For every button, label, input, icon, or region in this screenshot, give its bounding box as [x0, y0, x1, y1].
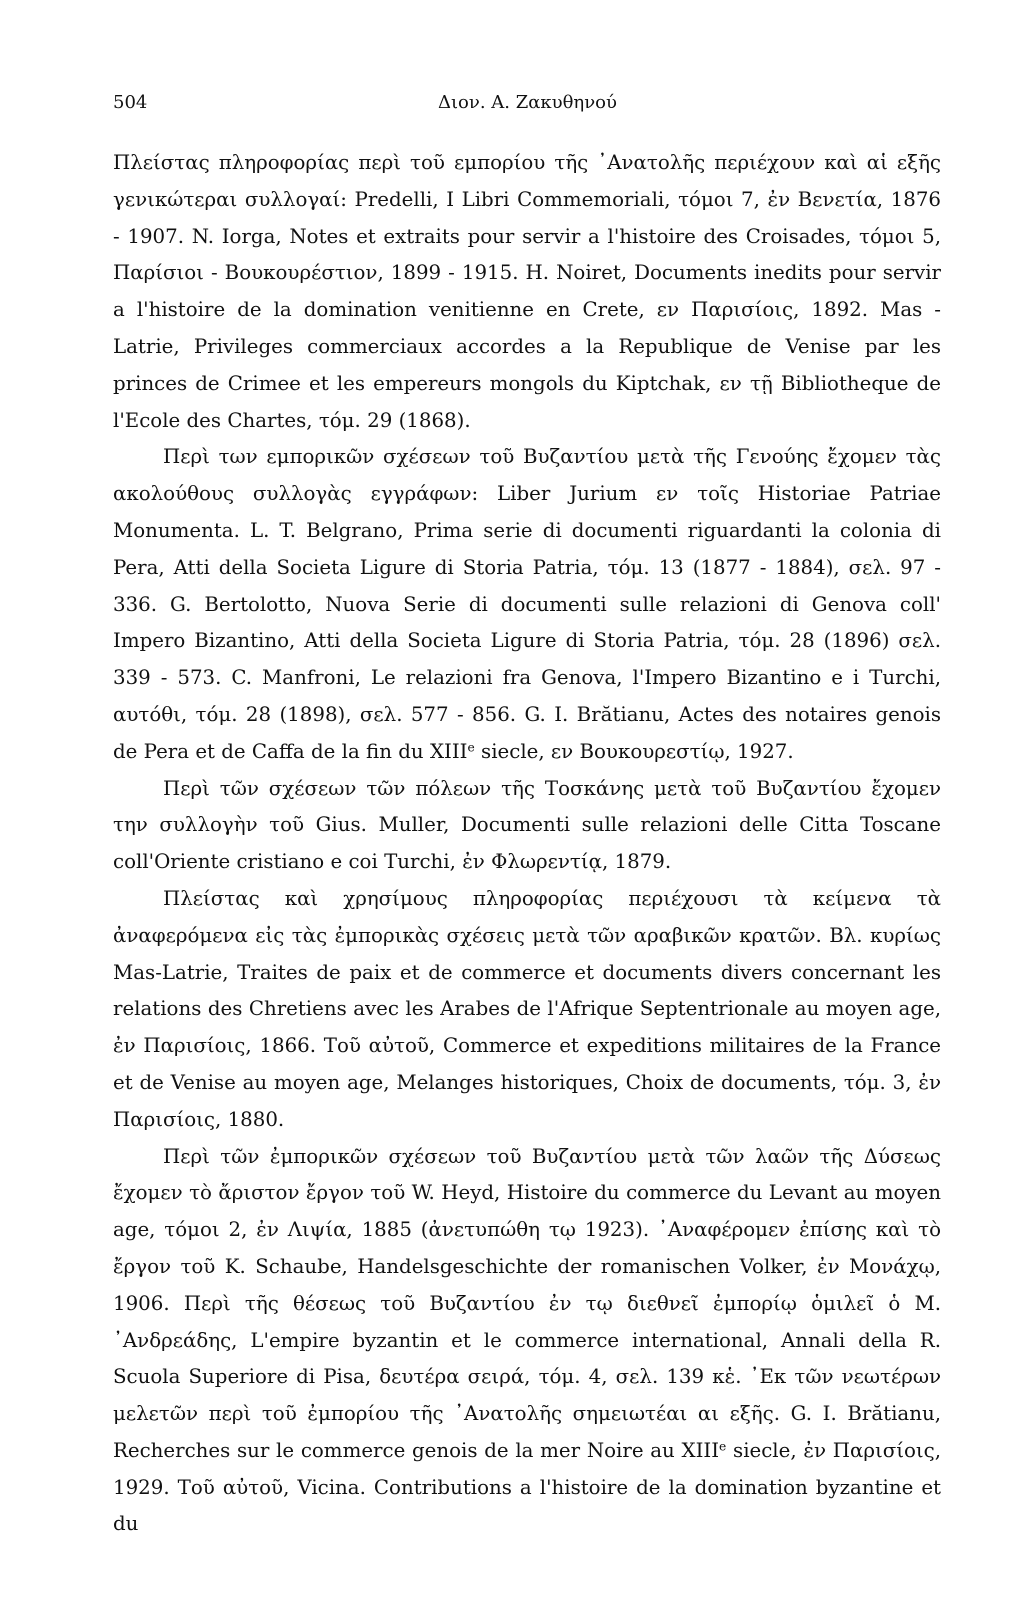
page-header: [113, 92, 913, 122]
paragraph-arab-states: [113, 881, 941, 1139]
paragraph-text: Πλείστας πληροφορίας περὶ τοῦ εμπορίου τῆς ᾿Ανατολῆς περιέχουν καὶ αἱ εξῆς γενικώτεραι συλλογαί: Predelli, I Libri Commemoriali, τόμοι 7, ἐν Βενετία, 1876 - 1907. N. Iorga, Notes et extraits pour servir a l'histoire des Croisades, τόμοι 5, Παρίσιοι - Βουκουρέστιον, 1899 - 1915. H. Noiret, Documents inedits pour servir a l'histoire de la domination venitienne en Crete, εν Παρισίοις, 1892. Mas - Latrie, Privileges commerciaux accordes a la Republique de Venise par les princes de Crimee et les empereurs mongols du Kiptchak, εν τῇ Bibliotheque de l'Ecole des Chartes, τόμ. 29 (1868).: [113, 151, 941, 432]
running-head: Διον. Α. Ζακυθηνού: [438, 92, 617, 113]
superscript: e: [467, 740, 475, 754]
body-text: [113, 145, 941, 1543]
paragraph-genoa-documents: [113, 439, 941, 770]
paragraph-text: Περὶ τῶν σχέσεων τῶν πόλεων τῆς Τοσκάνης μετὰ τοῦ Βυζαντίου ἔχομεν την συλλογὴν τοῦ Gius. Muller, Documenti sulle relazioni delle Citta Toscane coll'Oriente cristiano e coi Turchi, ἐν Φλωρεντίᾳ, 1879.: [113, 776, 941, 874]
page-number: 504: [113, 92, 148, 113]
paragraph-text: Περὶ τῶν ἐμπορικῶν σχέσεων τοῦ Βυζαντίου μετὰ τῶν λαῶν τῆς Δύσεως ἔχομεν τὸ ἄριστον ἔργον τοῦ W. Heyd, Histoire du commerce du Levant au moyen age, τόμοι 2, ἐν Λιψία, 1885 (ἀνετυπώθη τῳ 1923). ᾿Αναφέρομεν ἐπίσης καὶ τὸ ἔργον τοῦ K. Schaube, Handelsgeschichte der romanischen Volker, ἐν Μονάχῳ, 1906. Περὶ τῆς θέσεως τοῦ Βυζαντίου ἐν τῳ διεθνεῖ ἐμπορίῳ ὁμιλεῖ ὁ Μ. ᾿Ανδρεάδης, L'empire byzantin et le commerce international, Annali della R. Scuola Superiore di Pisa, δευτέρα σειρά, τόμ. 4, σελ. 139 κἑ. ᾿Εκ τῶν νεωτέρων μελετῶν περὶ τοῦ ἐμπορίου τῆς ᾿Ανατολῆς σημειωτέαι αι εξῆς. G. I. Brătianu, Recherches sur le commerce genois de la mer Noire au XIII: [113, 1144, 941, 1462]
paragraph-text: Περὶ των εμπορικῶν σχέσεων τοῦ Βυζαντίου μετὰ τῆς Γενούης ἔχομεν τὰς ακολούθους συλλογὰς εγγράφων: Liber Jurium εν τοῖς Historiae Patriae Monumenta. L. T. Belgrano, Prima serie di documenti riguardanti la colonia di Pera, Atti della Societa Ligure di Storia Patria, τόμ. 13 (1877 - 1884), σελ. 97 - 336. G. Bertolotto, Nuova Serie di documenti sulle relazioni di Genova coll' Impero Bizantino, Atti della Societa Ligure di Storia Patria, τόμ. 28 (1896) σελ. 339 - 573. C. Manfroni, Le relazioni fra Genova, l'Impero Bizantino e i Turchi, αυτόθι, τόμ. 28 (1898), σελ. 577 - 856. G. I. Brătianu, Actes des notaires genois de Pera et de Caffa de la fin du XIII: [113, 445, 941, 763]
paragraph-tuscan-cities: [113, 771, 941, 881]
paragraph-text: siecle, ἐν Παρισίοις, 1929. Τοῦ αὐτοῦ, Vicina. Contributions a l'histoire de la domination byzantine et du: [113, 1438, 942, 1536]
paragraph-general-collections: [113, 145, 941, 439]
paragraph-text: Πλείστας καὶ χρησίμους πληροφορίας περιέχουσι τὰ κείμενα τὰ ἀναφερόμενα εἰς τὰς ἐμπορικὰς σχέσεις μετὰ τῶν αραβικῶν κρατῶν. Βλ. κυρίως Mas-Latrie, Traites de paix et de commerce et documents divers concernant les relations des Chretiens avec les Arabes de l'Afrique Septentrionale au moyen age, ἐν Παρισίοις, 1866. Τοῦ αὐτοῦ, Commerce et expeditions militaires de la France et de Venise au moyen age, Melanges historiques, Choix de documents, τόμ. 3, ἐν Παρισίοις, 1880.: [113, 886, 941, 1131]
paragraph-text: siecle, εν Βουκουρεστίῳ, 1927.: [474, 739, 794, 763]
superscript: e: [719, 1439, 727, 1454]
paragraph-western-peoples: [113, 1139, 941, 1544]
